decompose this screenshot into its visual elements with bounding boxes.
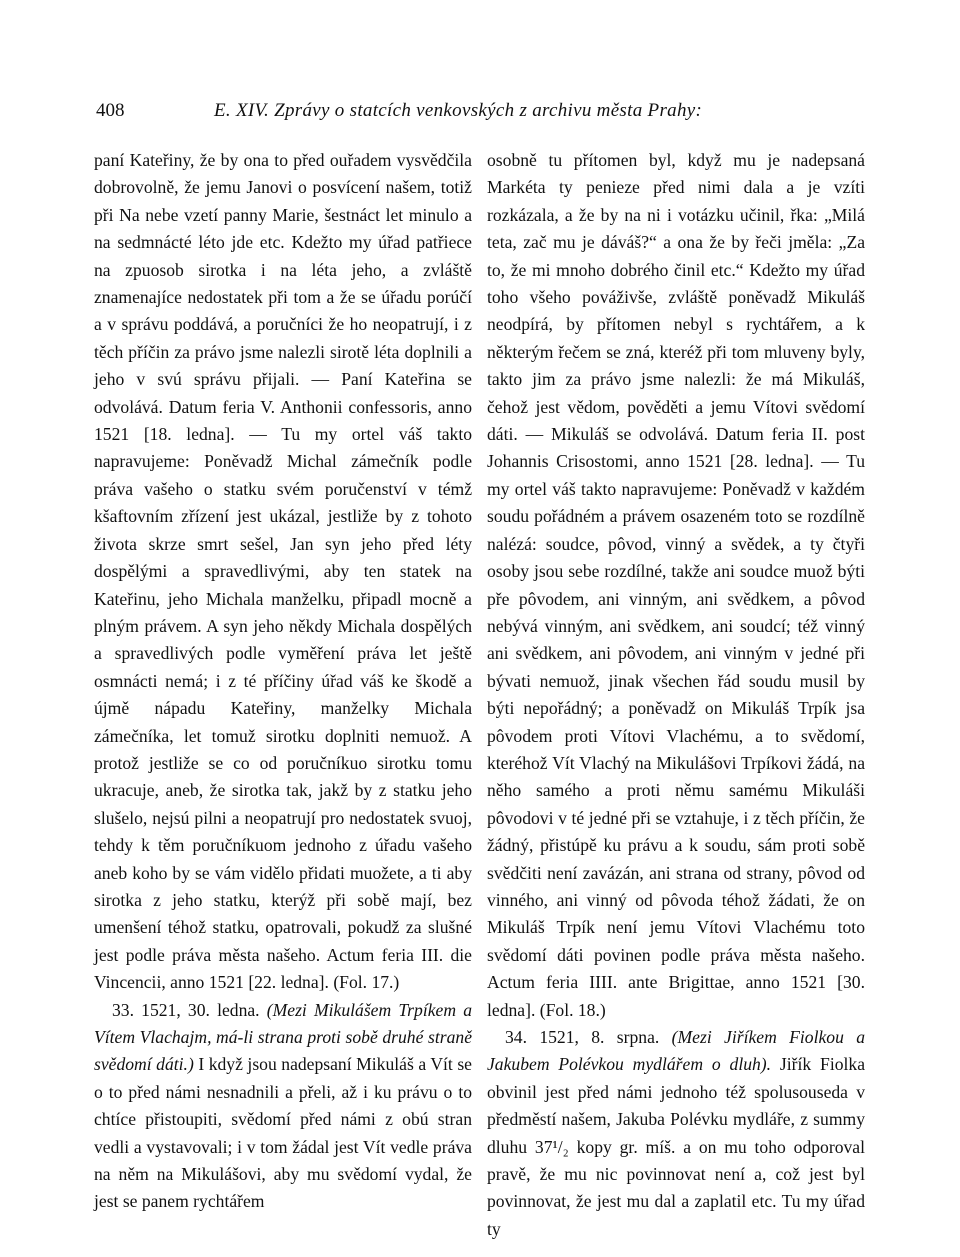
page-number: 408 [96, 100, 125, 121]
entry-33-summary: (Mezi Mikulášem Trpíkem a Vítem Vlachajm, má-li strana proti sobě druhé straně svědomí dáti.) [94, 999, 472, 1075]
entry-34-text-b: kopy gr. míš. a on mu toho odporoval pravě, že mu nic povinnovat není a, což jest byl povinnovat, že jest mu dal a zaplatil etc. Tu my úřad ty [487, 1136, 865, 1239]
entry-34-number-date: 34. 1521, 8. srpna. [505, 1027, 672, 1047]
entry-34-text-a: Jiřík Fiolka obvinil jest před námi jednoho též spolusouseda v předměstí našem, Jakuba Polévku mydláře, z summy dluhu 37 [487, 1054, 865, 1157]
running-head: E. XIV. Zprávy o statcích venkovských z archivu města Prahy: [214, 100, 703, 121]
entry-33 [94, 997, 472, 1216]
right-column [487, 147, 865, 1243]
left-column [94, 147, 472, 1216]
left-paragraph-continued: paní Kateřiny, že by ona to před ouřadem vysvědčila dobrovolně, že jemu Janovi o posvícení našem, totiž při Na nebe vzetí panny Marie, šestnáct let minulo a na sedmnácté léto jde etc. Kdežto my úřad patřiece na zpuosob sirotka i na léta jeho, a zvláště znamenajíce nedostatek při tom a že se úřadu porúčí a v správu poddává, a poručníci že ho neopatrují, i z těch příčin za právo jsme nalezli sirotě léta doplnili a jeho v svú správu přijali. — Paní Kateřina se odvolává. Datum feria V. Anthonii confessoris, anno 1521 [18. ledna]. — Tu my ortel váš takto napravujeme: Poněvadž Michal zámečník podle práva vašeho o statku svém poručenství v témž kšaftovním zřízení jest ukázal, jestliže by z tohoto života skrze smrt sešel, Jan syn jeho před léty dospělými a spravedlivými, aby ten statek na Kateřinu, jeho Michala manželku, připadl mocně a plným právem. A syn jeho někdy Michala dospělých a spravedlivých podle vyměření práva let ještě osmnácti nemá; i z té příčiny úřad váš ke škodě a újmě nápadu Kateřiny, manželky Michala zámečníka, let tomuž sirotku doplniti nemuož. A protož jestliže se co od poručníkuo sirotku tomu ukracuje, aneb, že sirotka tak, jakž by z statku jeho slušelo, nejsú pilni a neopatrují pro nedostatek svuoj, tehdy k těm poručníkuom jednoho z úřadu vašeho aneb koho by se vám vidělo přidati muožete, a ti aby sirotka z jeho statku, kterýž při sobě mají, bez umenšení téhož statku, opatrovali, pokudž za slušné jest podle práva města našeho. Actum feria III. die Vincencii, anno 1521 [22. ledna]. (Fol. 17.) [94, 150, 472, 993]
entry-34-summary: (Mezi Jiříkem Fiolkou a Jakubem Polévkou mydlářem o dluh). [487, 1027, 866, 1075]
entry-33-number-date: 33. 1521, 30. ledna. [112, 999, 267, 1020]
entry-33-text: I když jsou nadepsaní Mikuláš a Vít se o to před námi nesnadnili a přeli, až i ku právu o to chtíce přistoupiti, svědomí před námi z obú stran vedli a vystavovali; i v tom žádal jest Vít vedle práva na něm na Mikulášovi, aby mu svědomí vydal, že jest se panem rychtářem [94, 1054, 472, 1212]
page-header [96, 100, 864, 130]
right-paragraph-continued: osobně tu přítomen byl, když mu je nadepsaná Markéta ty penieze před nimi dala a je vzíti rozkázala, a že by na ni i votázku učinil, řka: „Milá teta, zač mu je dáváš?“ a ona že by řeči jměla: „Za to, že mi mnoho dobrého činil etc.“ Kdežto my úřad toho všeho pováživše, zvláště poněvadž Mikuláš neodpírá, by přítomen nebyl s rychtářem, a k některým řečem se zná, kteréž při tom mluveny byly, takto jim za právo jsme nalezli: že má Mikuláš, čehož jest vědom, pověděti a jemu Vítovi svědomí dáti. — Mikuláš se odvolává. Datum feria II. post Johannis Crisostomi, anno 1521 [28. ledna]. — Tu my ortel váš takto napravujeme: Poněvadž v každém soudu pořádném a právem osazeném toto se rozdílně nalézá: soudce, pôvod, vinný a svědek, a ty čtyři osoby jsou sebe rozdílné, takže ani soudce muož býti pře pôvodem, ani vinným, ani svědkem, a pôvod nebývá vinným, ani svědkem, ani soudcí; též vinný ani svědkem, ani pôvodem, ani vinným v jedné při bývati nemuož, jinak všechen řád soudu musil by býti nepořádný; a poněvadž on Mikuláš Trpík jsa pôvodem proti Vítovi Vlachému, a to svědomí, kteréhož Vít Vlachý na Mikulášovi Trpíkovi žádá, na něho samého a proti němu samému Mikuláši pôvodovi v té jedné při se vztahuje, i z těch příčin, že žádný, přistúpě ku právu a k soudu, sám proti sobě svědčiti není zavázán, ani strana od strany, pôvod od vinného, ani vinný od pôvoda téhož žádati, že on Mikuláš Trpík není jemu Vítovi Vlachému toto svědomí dáti povinen podle práva města našeho. Actum feria IIII. ante Brigittae, anno 1521 [30. ledna]. (Fol. 18.) [487, 150, 865, 1020]
entry-34-fraction: ¹/₂ [552, 1136, 569, 1157]
entry-34 [487, 1024, 865, 1243]
